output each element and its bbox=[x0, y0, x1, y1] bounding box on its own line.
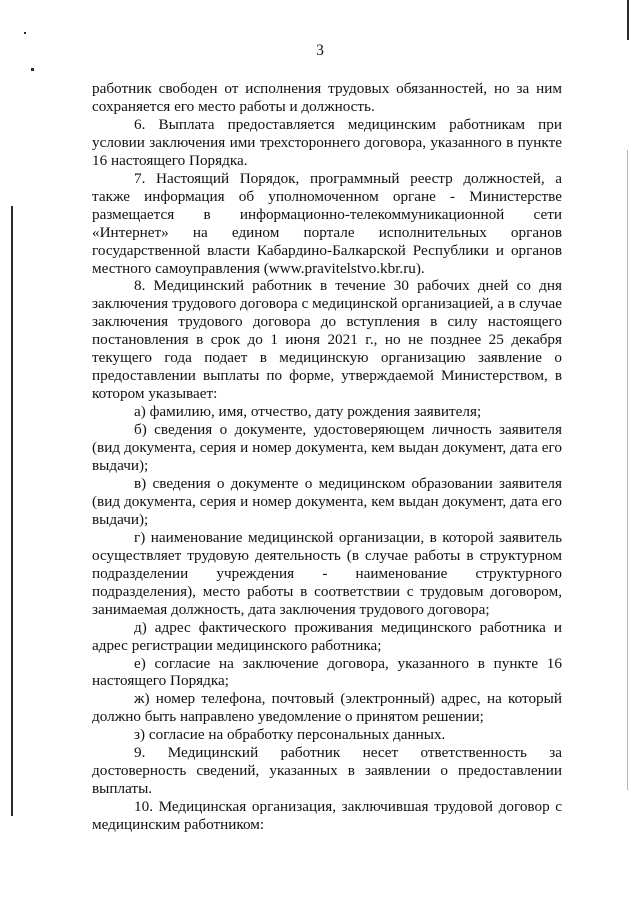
list-item-v: в) сведения о документе о медицинском образовании заявителя (вид документа, серия и номер документа, кем выдан документ, дата его выдачи); bbox=[92, 474, 562, 528]
paragraph-6: 6. Выплата предоставляется медицинским работникам при условии заключения ими трехстороннего договора, указанного в пункте 16 настоящего Порядка. bbox=[92, 115, 562, 169]
paragraph-8: 8. Медицинский работник в течение 30 рабочих дней со дня заключения трудового договора с медицинской организацией, а в случае заключения трудового договора до вступления в силу настоящего постановления в срок до 1 июня 2021 г., но не позднее 25 декабря текущего года подает в медицинскую организацию заявление о предоставлении выплаты по форме, утверждаемой Министерством, в котором указывает: bbox=[92, 277, 562, 403]
document-body bbox=[92, 80, 562, 834]
scan-edge-line-left bbox=[11, 206, 13, 816]
paragraph-9: 9. Медицинский работник несет ответственность за достоверность сведений, указанных в заявлении о предоставлении выплаты. bbox=[92, 744, 562, 798]
scan-speck bbox=[24, 32, 26, 34]
list-item-z: з) согласие на обработку персональных данных. bbox=[134, 726, 446, 744]
paragraph-continuation: работник свободен от исполнения трудовых обязанностей, но за ним сохраняется его место работы и должность. bbox=[92, 80, 562, 115]
paragraph-7: 7. Настоящий Порядок, программный реестр должностей, а также информация об уполномоченном органе - Министерстве размещается в информационно-телекоммуникационной сети «Интернет» на едином портале исполнительных органов государственной власти Кабардино-Балкарской Республики и органов местного самоуправления (www.pravitelstvo.kbr.ru). bbox=[92, 169, 562, 277]
list-item-a: а) фамилию, имя, отчество, дату рождения заявителя; bbox=[134, 403, 482, 421]
page-number: 3 bbox=[316, 42, 324, 59]
list-item-e: е) согласие на заключение договора, указанного в пункте 16 настоящего Порядка; bbox=[92, 654, 562, 690]
list-item-zh: ж) номер телефона, почтовый (электронный) адрес, на который должно быть направлено уведомление о принятом решении; bbox=[92, 690, 562, 726]
list-item-g: г) наименование медицинской организации, в которой заявитель осуществляет трудовую деятельность (в случае работы в структурном подразделении учреждения - наименование структурного подразделения), место работы в соответствии с трудовым договором, занимаемая должность, дата заключения трудового договора; bbox=[92, 528, 562, 618]
paragraph-10: 10. Медицинская организация, заключившая трудовой договор с медицинским работником: bbox=[92, 798, 562, 834]
scan-speck bbox=[31, 68, 34, 71]
scan-edge-line-right-top bbox=[627, 0, 629, 40]
scan-edge-line-right bbox=[627, 150, 628, 790]
list-item-d: д) адрес фактического проживания медицинского работника и адрес регистрации медицинского работника; bbox=[92, 618, 562, 654]
list-item-b: б) сведения о документе, удостоверяющем личность заявителя (вид документа, серия и номер документа, кем выдан документ, дата его выдачи); bbox=[92, 421, 562, 475]
